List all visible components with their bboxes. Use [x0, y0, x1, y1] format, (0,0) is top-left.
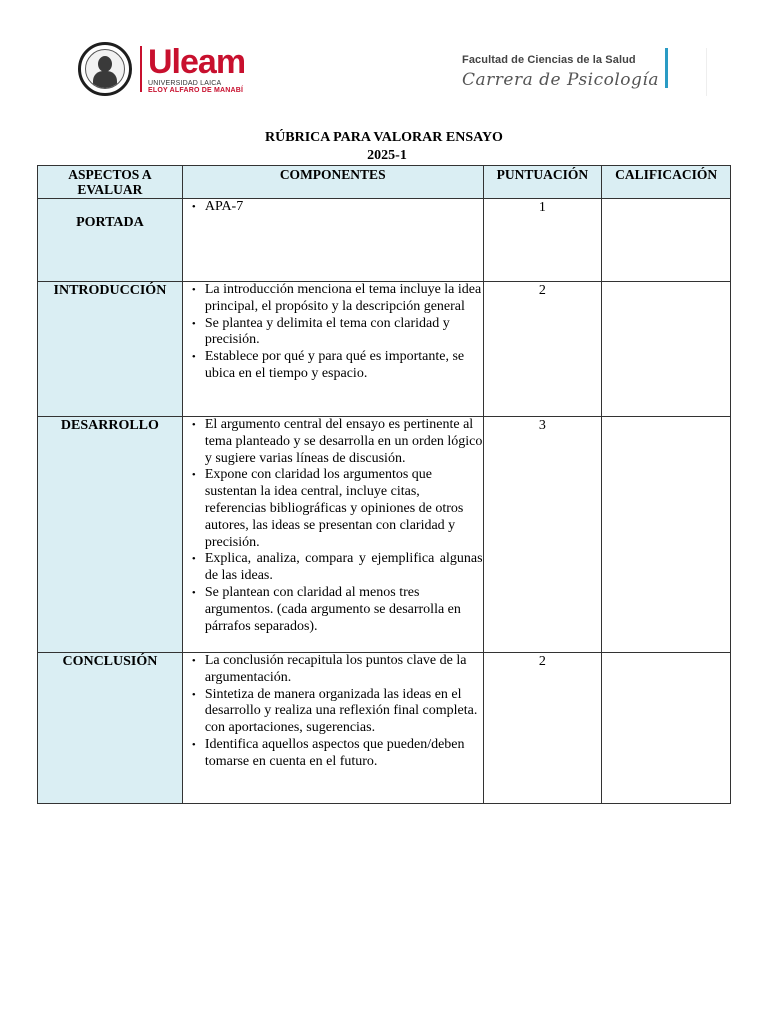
aspect-label: PORTADA [76, 215, 144, 230]
header-aspect: ASPECTOS A EVALUAR [38, 166, 183, 199]
grade-cell[interactable] [602, 417, 731, 653]
grade-cell[interactable] [602, 282, 731, 417]
component-item: • Expone con claridad los argumentos que sustentan la idea central, incluye citas, referencias bibliográficas y opiniones de otros autores, las ideas se presentan con claridad y precisión. [191, 467, 483, 551]
table-row [38, 282, 731, 417]
component-item: • El argumento central del ensayo es pertinente al tema planteado y se desarrolla en un orden lógico y sugiere varias líneas de discusión. [191, 417, 483, 467]
document-header [0, 0, 768, 110]
component-item: • APA-7 [191, 199, 483, 216]
rubric-table [37, 165, 731, 804]
component-item: • Explica, analiza, compara y ejemplifica algunas de las ideas. [191, 551, 483, 585]
component-item: • La introducción menciona el tema incluye la idea principal, el propósito y la descripción general [191, 282, 483, 316]
header-components: COMPONENTES [182, 166, 483, 199]
aspect-label: DESARROLLO [60, 418, 159, 433]
grade-cell[interactable] [602, 199, 731, 282]
brand-name: Uleam [148, 42, 246, 81]
aspect-cell [38, 199, 183, 282]
score-cell: 2 [483, 653, 602, 804]
document-title: RÚBRICA PARA VALORAR ENSAYO [265, 130, 503, 145]
component-item: • Se plantean con claridad al menos tres argumentos. (cada argumento se desarrolla en párrafos separados). [191, 585, 483, 635]
aspect-cell [38, 653, 183, 804]
table-row [38, 653, 731, 804]
university-seal-icon [78, 42, 132, 96]
faculty-divider [706, 48, 707, 96]
header-grade: CALIFICACIÓN [602, 166, 731, 199]
faculty-accent-bar [665, 48, 668, 88]
brand-text [148, 42, 246, 94]
score-cell: 2 [483, 282, 602, 417]
component-item: • Se plantea y delimita el tema con claridad y precisión. [191, 316, 483, 350]
table-header-row [38, 166, 731, 199]
component-item: • Sintetiza de manera organizada las ideas en el desarrollo y realiza una reflexión final completa. con aportaciones, sugerencias. [191, 687, 483, 737]
component-item: • Establece por qué y para qué es importante, se ubica en el tiempo y espacio. [191, 349, 483, 383]
components-cell [182, 653, 483, 804]
grade-cell[interactable] [602, 653, 731, 804]
document-period: 2025-1 [367, 148, 407, 163]
uleam-logo [78, 42, 245, 96]
table-row [38, 417, 731, 653]
aspect-cell [38, 282, 183, 417]
aspect-label: CONCLUSIÓN [62, 654, 158, 669]
score-cell: 1 [483, 199, 602, 282]
header-score: PUNTUACIÓN [483, 166, 602, 199]
aspect-label: INTRODUCCIÓN [53, 283, 167, 298]
brand-divider [140, 46, 142, 92]
components-cell [182, 282, 483, 417]
components-cell [182, 199, 483, 282]
faculty-name: Facultad de Ciencias de la Salud [462, 54, 636, 66]
aspect-cell [38, 417, 183, 653]
components-cell [182, 417, 483, 653]
table-row [38, 199, 731, 282]
career-name: Carrera de Psicología [462, 70, 659, 90]
component-item: • Identifica aquellos aspectos que pueden/deben tomarse en cuenta en el futuro. [191, 737, 483, 771]
brand-subtitle-1: UNIVERSIDAD LAICA [148, 79, 222, 87]
brand-subtitle-2: ELOY ALFARO DE MANABÍ [148, 86, 244, 94]
score-cell: 3 [483, 417, 602, 653]
faculty-block [462, 54, 662, 90]
component-item: • La conclusión recapitula los puntos clave de la argumentación. [191, 653, 483, 687]
